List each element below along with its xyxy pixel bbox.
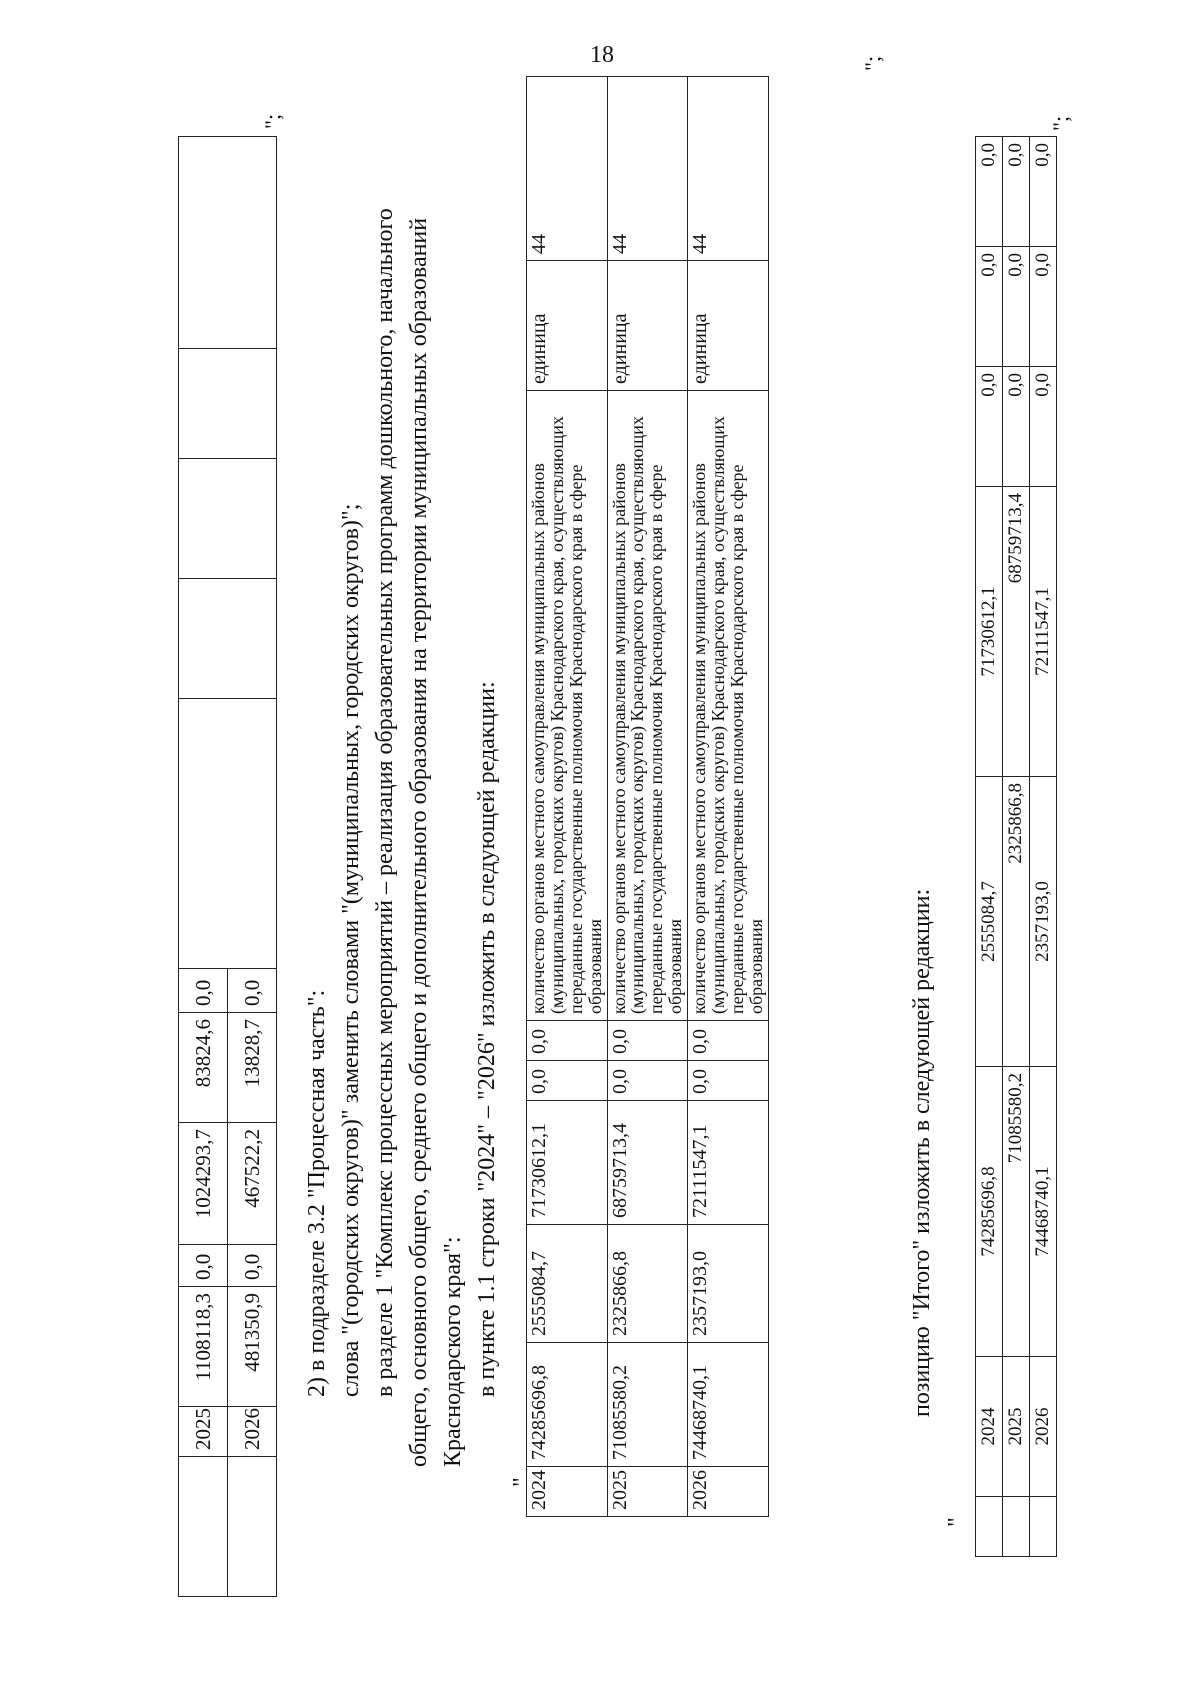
table-cell [1030, 1497, 1057, 1557]
table-row [179, 137, 228, 1597]
table-row [688, 77, 769, 1517]
table-cell: 2555084,7 [527, 1225, 608, 1343]
table-cell-year: 2025 [607, 1467, 688, 1517]
table-cell-year: 2026 [1030, 1357, 1057, 1497]
table-cell-year: 2026 [228, 1407, 277, 1457]
table-cell: 71085580,2 [607, 1343, 688, 1467]
table-cell: 0,0 [976, 137, 1003, 247]
indicator-description: количество органов местного самоуправления муниципальных районов (муниципальных, городских округов) Краснодарского края, осуществляющих переданные государственные полномочия Краснодарского края в сфере образования [607, 391, 688, 1021]
table-cell: 72111547,1 [1030, 487, 1057, 777]
table-cell: 0,0 [228, 1245, 277, 1287]
unit-cell: единица [527, 261, 608, 391]
unit-cell: единица [607, 261, 688, 391]
table-cell: 74468740,1 [1030, 1067, 1057, 1357]
table-cell [976, 1497, 1003, 1557]
table-cell: 68759713,4 [607, 1101, 688, 1225]
value-cell: 44 [607, 77, 688, 261]
table-cell: 0,0 [976, 367, 1003, 487]
table-cell: 0,0 [1003, 367, 1030, 487]
table-cell: 1024293,7 [179, 1123, 228, 1245]
table-cell-year: 2025 [179, 1407, 228, 1457]
indicator-description: количество органов местного самоуправления муниципальных районов (муниципальных, городских округов) Краснодарского края, осуществляющих переданные государственные полномочия Краснодарского края в сфере образования [527, 391, 608, 1021]
table-cell: 481350,9 [228, 1287, 277, 1407]
closing-quote: "; [860, 55, 885, 71]
page-number: 18 [590, 42, 614, 68]
table-row [1003, 137, 1030, 1557]
table-cell-year: 2024 [527, 1467, 608, 1517]
table-cell: 0,0 [688, 1061, 769, 1101]
table-cell: 0,0 [179, 969, 228, 1013]
paragraph: в разделе 1 "Комплекс процессных мероприятий – реализация образовательных программ дошкольного, начального [372, 208, 398, 1397]
table-cell [179, 349, 277, 459]
table-cell [228, 1457, 277, 1597]
opening-quote: " [944, 1517, 970, 1527]
table-cell: 13828,7 [228, 1013, 277, 1123]
table-row [607, 77, 688, 1517]
table-cell [179, 1457, 228, 1597]
table-cell [179, 137, 277, 349]
table-cell: 2357193,0 [688, 1225, 769, 1343]
table-continuation [178, 136, 277, 1597]
table-cell: 71085580,2 [1003, 1067, 1030, 1357]
table-itogo [975, 136, 1057, 1557]
table-cell: 74285696,8 [527, 1343, 608, 1467]
paragraph: слова "(городских округов)" заменить словами "(муниципальных, городских округов)"; [338, 503, 364, 1397]
table-cell: 0,0 [179, 1245, 228, 1287]
paragraph: позицию "Итого" изложить в следующей редакции: [909, 888, 935, 1417]
unit-cell: единица [688, 261, 769, 391]
table-cell: 68759713,4 [1003, 487, 1030, 777]
indicator-description: количество органов местного самоуправления муниципальных районов (муниципальных, городских округов) Краснодарского края, осуществляющих переданные государственные полномочия Краснодарского края в сфере образования [688, 391, 769, 1021]
paragraph: общего, основного общего, среднего общего и дополнительного образования на территории муниципальных образований [406, 217, 432, 1467]
table-row [1030, 137, 1057, 1557]
table-cell: 2325866,8 [1003, 777, 1030, 1067]
table-point-1-1 [526, 76, 769, 1517]
paragraph: Краснодарского края": [440, 1236, 466, 1467]
paragraph: 2) в подразделе 3.2 "Процессная часть": [304, 989, 330, 1397]
table-cell: 83824,6 [179, 1013, 228, 1123]
rotated-page-content [0, 47, 1080, 1637]
table-cell: 0,0 [607, 1061, 688, 1101]
table-cell: 0,0 [688, 1021, 769, 1061]
table-cell: 74468740,1 [688, 1343, 769, 1467]
value-cell: 44 [527, 77, 608, 261]
value-cell: 44 [688, 77, 769, 261]
table-cell: 0,0 [527, 1021, 608, 1061]
opening-quote: " [509, 1477, 535, 1487]
table-cell: 0,0 [1030, 367, 1057, 487]
table-cell: 0,0 [1003, 247, 1030, 367]
table-row [527, 77, 608, 1517]
table-cell [179, 459, 277, 579]
table-cell: 2357193,0 [1030, 777, 1057, 1067]
table-cell: 0,0 [1030, 247, 1057, 367]
table-cell: 2325866,8 [607, 1225, 688, 1343]
table-cell: 0,0 [1003, 137, 1030, 247]
closing-quote: "; [1048, 115, 1073, 131]
table-cell-year: 2025 [1003, 1357, 1030, 1497]
table-cell: 0,0 [1030, 137, 1057, 247]
table-cell: 71730612,1 [976, 487, 1003, 777]
table-cell-year: 2026 [688, 1467, 769, 1517]
table-cell: 71730612,1 [527, 1101, 608, 1225]
table-cell: 2555084,7 [976, 777, 1003, 1067]
table-cell: 0,0 [607, 1021, 688, 1061]
table-cell [1003, 1497, 1030, 1557]
table-row [976, 137, 1003, 1557]
table-cell: 0,0 [976, 247, 1003, 367]
table-cell [179, 579, 277, 699]
table-cell [179, 699, 277, 969]
table-cell: 0,0 [527, 1061, 608, 1101]
table-cell: 0,0 [228, 969, 277, 1013]
table-cell: 74285696,8 [976, 1067, 1003, 1357]
table-cell-year: 2024 [976, 1357, 1003, 1497]
table-cell: 1108118,3 [179, 1287, 228, 1407]
paragraph: в пункте 1.1 строки "2024" – "2026" изложить в следующей редакции: [474, 681, 500, 1397]
table-cell: 72111547,1 [688, 1101, 769, 1225]
table-cell: 467522,2 [228, 1123, 277, 1245]
closing-quote: "; [260, 113, 285, 129]
